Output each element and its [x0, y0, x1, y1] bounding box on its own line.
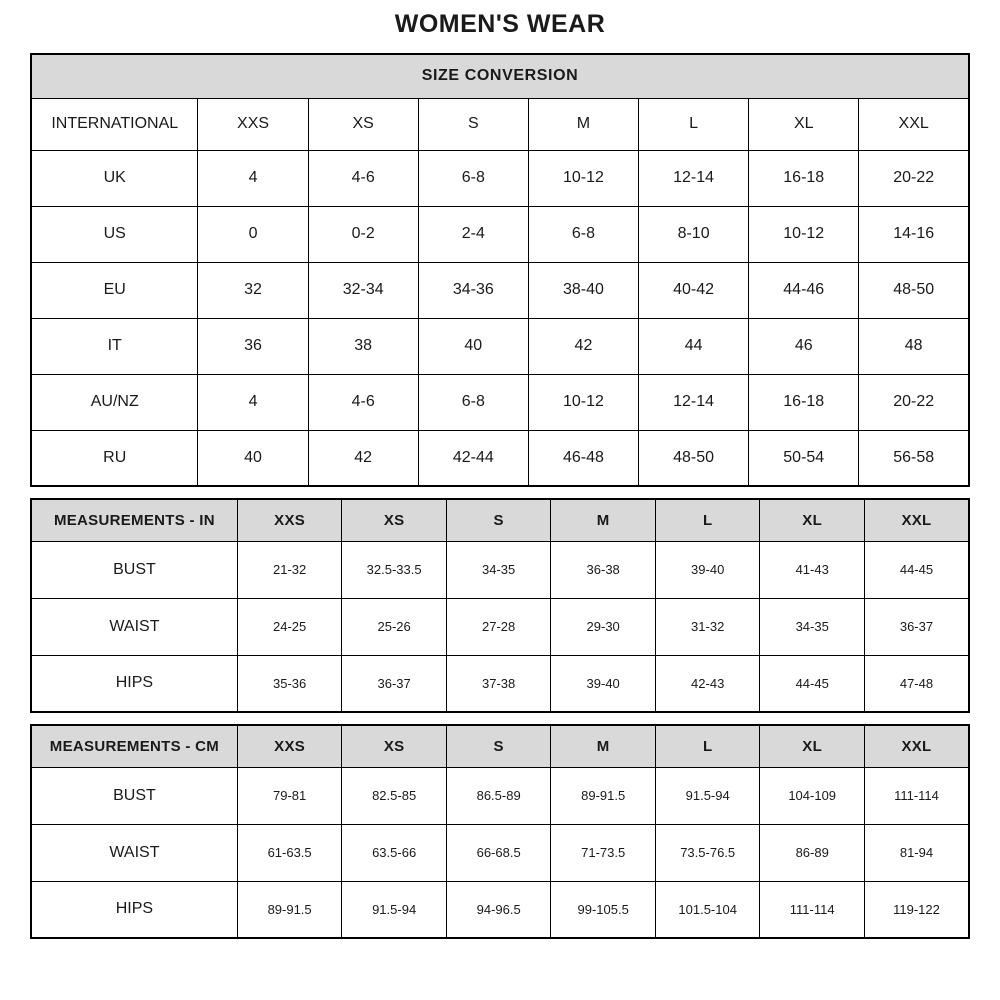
cell-value: 6-8 [418, 374, 528, 430]
row-label: US [31, 206, 198, 262]
row-label: BUST [31, 541, 237, 598]
cell-value: 34-35 [760, 598, 865, 655]
cell-value: 91.5-94 [655, 767, 760, 824]
cell-value: 29-30 [551, 598, 656, 655]
row-label: IT [31, 318, 198, 374]
cell-value: 119-122 [864, 881, 969, 938]
size-column-header: L [655, 499, 760, 541]
size-column-header: XXS [237, 725, 342, 767]
cell-value: 10-12 [528, 150, 638, 206]
size-column-header: S [418, 98, 528, 150]
table-row [31, 541, 969, 598]
cell-value: 73.5-76.5 [655, 824, 760, 881]
cell-value: 66-68.5 [446, 824, 551, 881]
cell-value: 20-22 [859, 374, 969, 430]
cell-value: 47-48 [864, 655, 969, 712]
table-row [31, 598, 969, 655]
cell-value: 48-50 [639, 430, 749, 486]
cell-value: 12-14 [639, 150, 749, 206]
row-header-label: INTERNATIONAL [31, 98, 198, 150]
cell-value: 41-43 [760, 541, 865, 598]
size-column-header: XXL [864, 499, 969, 541]
cell-value: 4-6 [308, 374, 418, 430]
cell-value: 46 [749, 318, 859, 374]
cell-value: 4-6 [308, 150, 418, 206]
table-row [31, 374, 969, 430]
table-row [31, 767, 969, 824]
row-label: WAIST [31, 598, 237, 655]
cell-value: 6-8 [418, 150, 528, 206]
cell-value: 21-32 [237, 541, 342, 598]
row-label: HIPS [31, 881, 237, 938]
size-column-header: XS [342, 499, 447, 541]
cell-value: 36-37 [342, 655, 447, 712]
cell-value: 42 [308, 430, 418, 486]
cell-value: 111-114 [864, 767, 969, 824]
size-column-header: XS [342, 725, 447, 767]
cell-value: 82.5-85 [342, 767, 447, 824]
cell-value: 48-50 [859, 262, 969, 318]
cell-value: 16-18 [749, 374, 859, 430]
cell-value: 39-40 [655, 541, 760, 598]
row-label: BUST [31, 767, 237, 824]
cell-value: 36-37 [864, 598, 969, 655]
cell-value: 24-25 [237, 598, 342, 655]
table-title: SIZE CONVERSION [31, 54, 969, 98]
cell-value: 8-10 [639, 206, 749, 262]
cell-value: 35-36 [237, 655, 342, 712]
cell-value: 56-58 [859, 430, 969, 486]
cell-value: 20-22 [859, 150, 969, 206]
cell-value: 36 [198, 318, 308, 374]
cell-value: 48 [859, 318, 969, 374]
row-header-label: MEASUREMENTS - IN [31, 499, 237, 541]
cell-value: 40 [418, 318, 528, 374]
table-title-row [31, 54, 969, 98]
cell-value: 16-18 [749, 150, 859, 206]
header-row [31, 499, 969, 541]
table-row [31, 824, 969, 881]
row-label: WAIST [31, 824, 237, 881]
size-column-header: S [446, 725, 551, 767]
row-label: RU [31, 430, 198, 486]
cell-value: 32-34 [308, 262, 418, 318]
cell-value: 10-12 [749, 206, 859, 262]
cell-value: 0 [198, 206, 308, 262]
cell-value: 10-12 [528, 374, 638, 430]
size-column-header: L [639, 98, 749, 150]
size-column-header: M [528, 98, 638, 150]
row-label: UK [31, 150, 198, 206]
cell-value: 44-45 [760, 655, 865, 712]
cell-value: 0-2 [308, 206, 418, 262]
cell-value: 12-14 [639, 374, 749, 430]
cell-value: 38-40 [528, 262, 638, 318]
size-conversion-table [30, 53, 970, 487]
cell-value: 31-32 [655, 598, 760, 655]
cell-value: 40 [198, 430, 308, 486]
row-label: EU [31, 262, 198, 318]
cell-value: 34-36 [418, 262, 528, 318]
cell-value: 27-28 [446, 598, 551, 655]
cell-value: 61-63.5 [237, 824, 342, 881]
cell-value: 14-16 [859, 206, 969, 262]
table-row [31, 150, 969, 206]
size-column-header: S [446, 499, 551, 541]
size-column-header: XXL [864, 725, 969, 767]
header-row [31, 725, 969, 767]
size-column-header: XL [760, 499, 865, 541]
cell-value: 89-91.5 [237, 881, 342, 938]
size-column-header: XL [760, 725, 865, 767]
table-row [31, 430, 969, 486]
measurements-cm-table [30, 724, 970, 939]
cell-value: 36-38 [551, 541, 656, 598]
cell-value: 86.5-89 [446, 767, 551, 824]
cell-value: 32.5-33.5 [342, 541, 447, 598]
cell-value: 34-35 [446, 541, 551, 598]
size-column-header: XXS [198, 98, 308, 150]
table-row [31, 206, 969, 262]
page-title: WOMEN'S WEAR [394, 10, 606, 38]
row-label: AU/NZ [31, 374, 198, 430]
cell-value: 42-43 [655, 655, 760, 712]
cell-value: 39-40 [551, 655, 656, 712]
size-column-header: L [655, 725, 760, 767]
size-column-header: M [551, 499, 656, 541]
row-label: HIPS [31, 655, 237, 712]
cell-value: 38 [308, 318, 418, 374]
cell-value: 6-8 [528, 206, 638, 262]
table-row [31, 881, 969, 938]
size-column-header: XL [749, 98, 859, 150]
cell-value: 42 [528, 318, 638, 374]
measurements-in-table [30, 498, 970, 713]
cell-value: 42-44 [418, 430, 528, 486]
cell-value: 89-91.5 [551, 767, 656, 824]
cell-value: 99-105.5 [551, 881, 656, 938]
cell-value: 46-48 [528, 430, 638, 486]
table-row [31, 318, 969, 374]
cell-value: 94-96.5 [446, 881, 551, 938]
table-row [31, 262, 969, 318]
cell-value: 104-109 [760, 767, 865, 824]
table-row [31, 655, 969, 712]
cell-value: 44-45 [864, 541, 969, 598]
size-column-header: XXL [859, 98, 969, 150]
cell-value: 50-54 [749, 430, 859, 486]
cell-value: 4 [198, 150, 308, 206]
header-row [31, 98, 969, 150]
cell-value: 71-73.5 [551, 824, 656, 881]
cell-value: 37-38 [446, 655, 551, 712]
cell-value: 40-42 [639, 262, 749, 318]
cell-value: 86-89 [760, 824, 865, 881]
cell-value: 111-114 [760, 881, 865, 938]
cell-value: 44 [639, 318, 749, 374]
cell-value: 25-26 [342, 598, 447, 655]
cell-value: 101.5-104 [655, 881, 760, 938]
cell-value: 63.5-66 [342, 824, 447, 881]
size-column-header: XS [308, 98, 418, 150]
row-header-label: MEASUREMENTS - CM [31, 725, 237, 767]
size-column-header: M [551, 725, 656, 767]
cell-value: 91.5-94 [342, 881, 447, 938]
cell-value: 32 [198, 262, 308, 318]
cell-value: 4 [198, 374, 308, 430]
size-column-header: XXS [237, 499, 342, 541]
cell-value: 81-94 [864, 824, 969, 881]
cell-value: 44-46 [749, 262, 859, 318]
cell-value: 79-81 [237, 767, 342, 824]
cell-value: 2-4 [418, 206, 528, 262]
